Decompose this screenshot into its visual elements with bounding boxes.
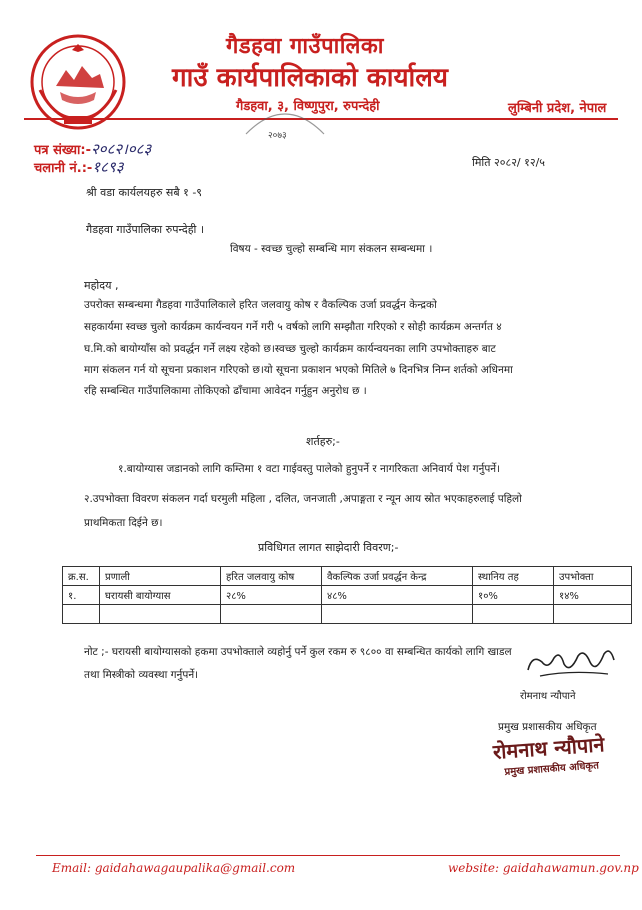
body-line: घ.मि.को बायोग्याँस को प्रवर्द्धन गर्ने लक्ष्य रहेको छ।स्वच्छ चुल्हो कार्यक्रम कार्यन्वयनका लागि उपभोक्ताहरु बाट	[84, 343, 496, 355]
footer-email: Email: gaidahawagaupalika@gmail.com	[52, 861, 296, 875]
condition-item: २.उपभोक्ता विवरण संकलन गर्दा घरमुली महिला , दलित, जनजाती ,अपाङ्गता र न्यून आय स्रोत भएकाहरुलाई पहिलो	[84, 493, 522, 505]
body-line: माग संकलन गर्न यो सूचना प्रकाशन गरिएको छ।यो सूचना प्रकाशन भएको मितिले ७ दिनभित्र निम्न शर्तको अधिनमा	[84, 364, 513, 376]
municipality-name: गैडहवा गाउँपालिका	[226, 34, 384, 59]
note-line-2: तथा मिस्त्रीको व्यवस्था गर्नुपर्ने।	[84, 669, 199, 681]
salutation: महोदय ,	[84, 279, 119, 292]
table-cell	[100, 605, 221, 624]
table-cell	[322, 605, 473, 624]
condition-item: प्राथमिकता दिईने छ।	[84, 517, 163, 529]
office-name: गाउँ कार्यपालिकाको कार्यालय	[172, 63, 448, 93]
recipient-line-1: श्री वडा कार्यलयहरु सबै १ -९	[86, 186, 203, 199]
stamp-year: २०७३	[268, 131, 287, 141]
table-header: उपभोक्ता	[554, 567, 632, 586]
letter-number	[34, 139, 151, 159]
dispatch-number-value: १८९३	[92, 158, 124, 176]
body-line: सहकार्यमा स्वच्छ चुलो कार्यक्रम कार्यन्वयन गर्ने गरी ५ वर्षको लागि सम्झौता गरिएको र सोही कार्यक्रम अन्तर्गत ४	[84, 321, 502, 333]
table-cell: घरायसी बायोग्यास	[100, 586, 221, 605]
table-cell: २८%	[221, 586, 322, 605]
condition-item: १.बायोग्यास जडानको लागि कम्तिमा १ वटा गाईवस्तु पालेको हुनुपर्ने र नागरिकता अनिवार्य पेश गर्नुपर्ने।	[118, 463, 501, 475]
dispatch-number-label: चलानी नं.:-	[34, 161, 93, 176]
seal-name: रोमनाथ न्यौपाने	[492, 732, 606, 764]
letter-date: मिति २०८२/ १२/५	[472, 156, 545, 169]
body-line: रहि सम्बन्धित गाउँपालिकामा तोकिएको ढाँचामा आवेदन गर्नुहुन अनुरोध छ ।	[84, 385, 367, 397]
body-line: उपरोक्त सम्बन्धमा गैडहवा गाउँपालिकाले हरित जलवायु कोष र वैकल्पिक उर्जा प्रवर्द्धन केन्द्रको	[84, 299, 437, 311]
letter-number-value: २०८२।०८३	[90, 140, 152, 158]
table-cell	[221, 605, 322, 624]
table-header: हरित जलवायु कोष	[221, 567, 322, 586]
seal-title: प्रमुख प्रशासकीय अधिकृत	[504, 760, 600, 778]
signature-icon	[520, 640, 620, 686]
signatory-name: रोमनाथ न्यौपाने	[520, 691, 576, 702]
footer-website: website: gaidahawamun.gov.np	[448, 861, 639, 875]
table-header: प्रणाली	[100, 567, 221, 586]
office-address: गैडहवा, ३, विष्णुपुरा, रुपन्देही	[236, 99, 380, 114]
table-cell: १.	[63, 586, 100, 605]
dispatch-number	[34, 157, 124, 177]
note-line-1: नोट ;- घरायसी बायोग्यासको हकमा उपभोक्ताले व्यहोर्नु पर्ने कुल रकम रु ९८०० वा सम्बन्धित कार्यको लागि खाडल	[84, 646, 512, 658]
table-cell: १०%	[473, 586, 554, 605]
table-header-row	[63, 567, 632, 586]
subject-line: विषय - स्वच्छ चुल्हो सम्बन्धि माग संकलन सम्बन्धमा ।	[230, 243, 433, 255]
cost-table-title: प्रविधिगत लागत साझेदारी विवरण;-	[258, 541, 399, 554]
recipient-line-2: गैडहवा गाउँपालिका रुपन्देही ।	[86, 223, 205, 236]
table-cell: ४८%	[322, 586, 473, 605]
table-header: क्र.स.	[63, 567, 100, 586]
table-cell	[63, 605, 100, 624]
letter-number-label: पत्र संख्या:-	[34, 143, 91, 158]
table-row-empty	[63, 605, 632, 624]
province: लुम्बिनी प्रदेश, नेपाल	[508, 101, 607, 116]
table-cell: १४%	[554, 586, 632, 605]
signatory-title: प्रमुख प्रशासकीय अधिकृत	[498, 721, 597, 733]
footer-divider	[36, 855, 620, 856]
table-row	[63, 586, 632, 605]
table-cell	[473, 605, 554, 624]
table-cell	[554, 605, 632, 624]
table-header: वैकल्पिक उर्जा प्रवर्द्धन केन्द्र	[322, 567, 473, 586]
table-header: स्थानिय तह	[473, 567, 554, 586]
conditions-heading: शर्तहरु;-	[306, 435, 340, 448]
cost-sharing-table	[62, 566, 632, 624]
